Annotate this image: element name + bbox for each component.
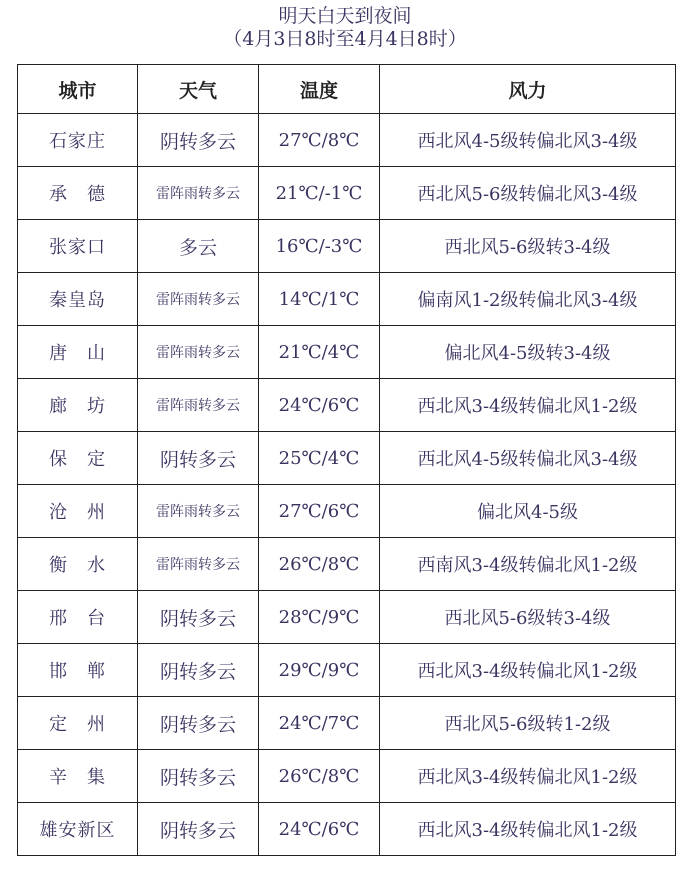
cell-city: 保 定	[18, 432, 138, 485]
cell-temperature: 27℃/6℃	[259, 485, 380, 538]
cell-temperature: 21℃/4℃	[259, 326, 380, 379]
table-row	[18, 485, 676, 538]
cell-city: 石家庄	[18, 114, 138, 167]
cell-temperature: 27℃/8℃	[259, 114, 380, 167]
cell-temperature: 14℃/1℃	[259, 273, 380, 326]
cell-city: 邢 台	[18, 591, 138, 644]
table-row	[18, 591, 676, 644]
table-row	[18, 538, 676, 591]
cell-city: 唐 山	[18, 326, 138, 379]
cell-wind: 西北风5-6级转3-4级	[380, 220, 676, 273]
cell-city: 雄安新区	[18, 803, 138, 856]
header-weather: 天气	[138, 65, 259, 114]
cell-temperature: 24℃/7℃	[259, 697, 380, 750]
cell-temperature: 24℃/6℃	[259, 379, 380, 432]
header-wind: 风力	[380, 65, 676, 114]
cell-wind: 偏北风4-5级	[380, 485, 676, 538]
forecast-table	[17, 64, 676, 856]
cell-wind: 西北风3-4级转偏北风1-2级	[380, 379, 676, 432]
cell-city: 廊 坊	[18, 379, 138, 432]
table-row	[18, 644, 676, 697]
table-row	[18, 167, 676, 220]
cell-temperature: 24℃/6℃	[259, 803, 380, 856]
cell-weather: 雷阵雨转多云	[138, 538, 259, 591]
cell-city: 承 德	[18, 167, 138, 220]
cell-wind: 西北风4-5级转偏北风3-4级	[380, 114, 676, 167]
table-row	[18, 379, 676, 432]
cell-wind: 西北风5-6级转1-2级	[380, 697, 676, 750]
table-row	[18, 750, 676, 803]
table-row	[18, 114, 676, 167]
cell-weather: 阴转多云	[138, 644, 259, 697]
cell-wind: 西北风5-6级转偏北风3-4级	[380, 167, 676, 220]
table-body	[18, 114, 676, 856]
cell-wind: 西北风4-5级转偏北风3-4级	[380, 432, 676, 485]
cell-weather: 阴转多云	[138, 750, 259, 803]
table-row	[18, 803, 676, 856]
cell-weather: 雷阵雨转多云	[138, 273, 259, 326]
cell-temperature: 29℃/9℃	[259, 644, 380, 697]
cell-temperature: 28℃/9℃	[259, 591, 380, 644]
table-header-row	[18, 65, 676, 114]
cell-temperature: 25℃/4℃	[259, 432, 380, 485]
cell-weather: 雷阵雨转多云	[138, 485, 259, 538]
table-row	[18, 273, 676, 326]
cell-city: 秦皇岛	[18, 273, 138, 326]
page-title: 明天白天到夜间	[278, 5, 412, 27]
cell-city: 沧 州	[18, 485, 138, 538]
cell-temperature: 26℃/8℃	[259, 538, 380, 591]
cell-city: 邯 郸	[18, 644, 138, 697]
table-row	[18, 432, 676, 485]
table-row	[18, 326, 676, 379]
cell-wind: 西北风3-4级转偏北风1-2级	[380, 750, 676, 803]
header-city: 城市	[18, 65, 138, 114]
cell-wind: 西北风3-4级转偏北风1-2级	[380, 644, 676, 697]
cell-weather: 阴转多云	[138, 432, 259, 485]
cell-city: 张家口	[18, 220, 138, 273]
cell-temperature: 26℃/8℃	[259, 750, 380, 803]
table-row	[18, 697, 676, 750]
cell-weather: 雷阵雨转多云	[138, 167, 259, 220]
cell-weather: 多云	[138, 220, 259, 273]
cell-wind: 西北风3-4级转偏北风1-2级	[380, 803, 676, 856]
table-row	[18, 220, 676, 273]
cell-weather: 阴转多云	[138, 591, 259, 644]
cell-weather: 雷阵雨转多云	[138, 326, 259, 379]
cell-city: 定 州	[18, 697, 138, 750]
header-temperature: 温度	[259, 65, 380, 114]
cell-wind: 西北风5-6级转3-4级	[380, 591, 676, 644]
cell-temperature: 16℃/-3℃	[259, 220, 380, 273]
cell-weather: 阴转多云	[138, 114, 259, 167]
cell-city: 辛 集	[18, 750, 138, 803]
cell-temperature: 21℃/-1℃	[259, 167, 380, 220]
cell-weather: 阴转多云	[138, 697, 259, 750]
cell-wind: 偏南风1-2级转偏北风3-4级	[380, 273, 676, 326]
page-subtitle-date-range: （4月3日8时至4月4日8时）	[223, 28, 467, 50]
cell-wind: 西南风3-4级转偏北风1-2级	[380, 538, 676, 591]
cell-weather: 雷阵雨转多云	[138, 379, 259, 432]
cell-wind: 偏北风4-5级转3-4级	[380, 326, 676, 379]
cell-city: 衡 水	[18, 538, 138, 591]
cell-weather: 阴转多云	[138, 803, 259, 856]
